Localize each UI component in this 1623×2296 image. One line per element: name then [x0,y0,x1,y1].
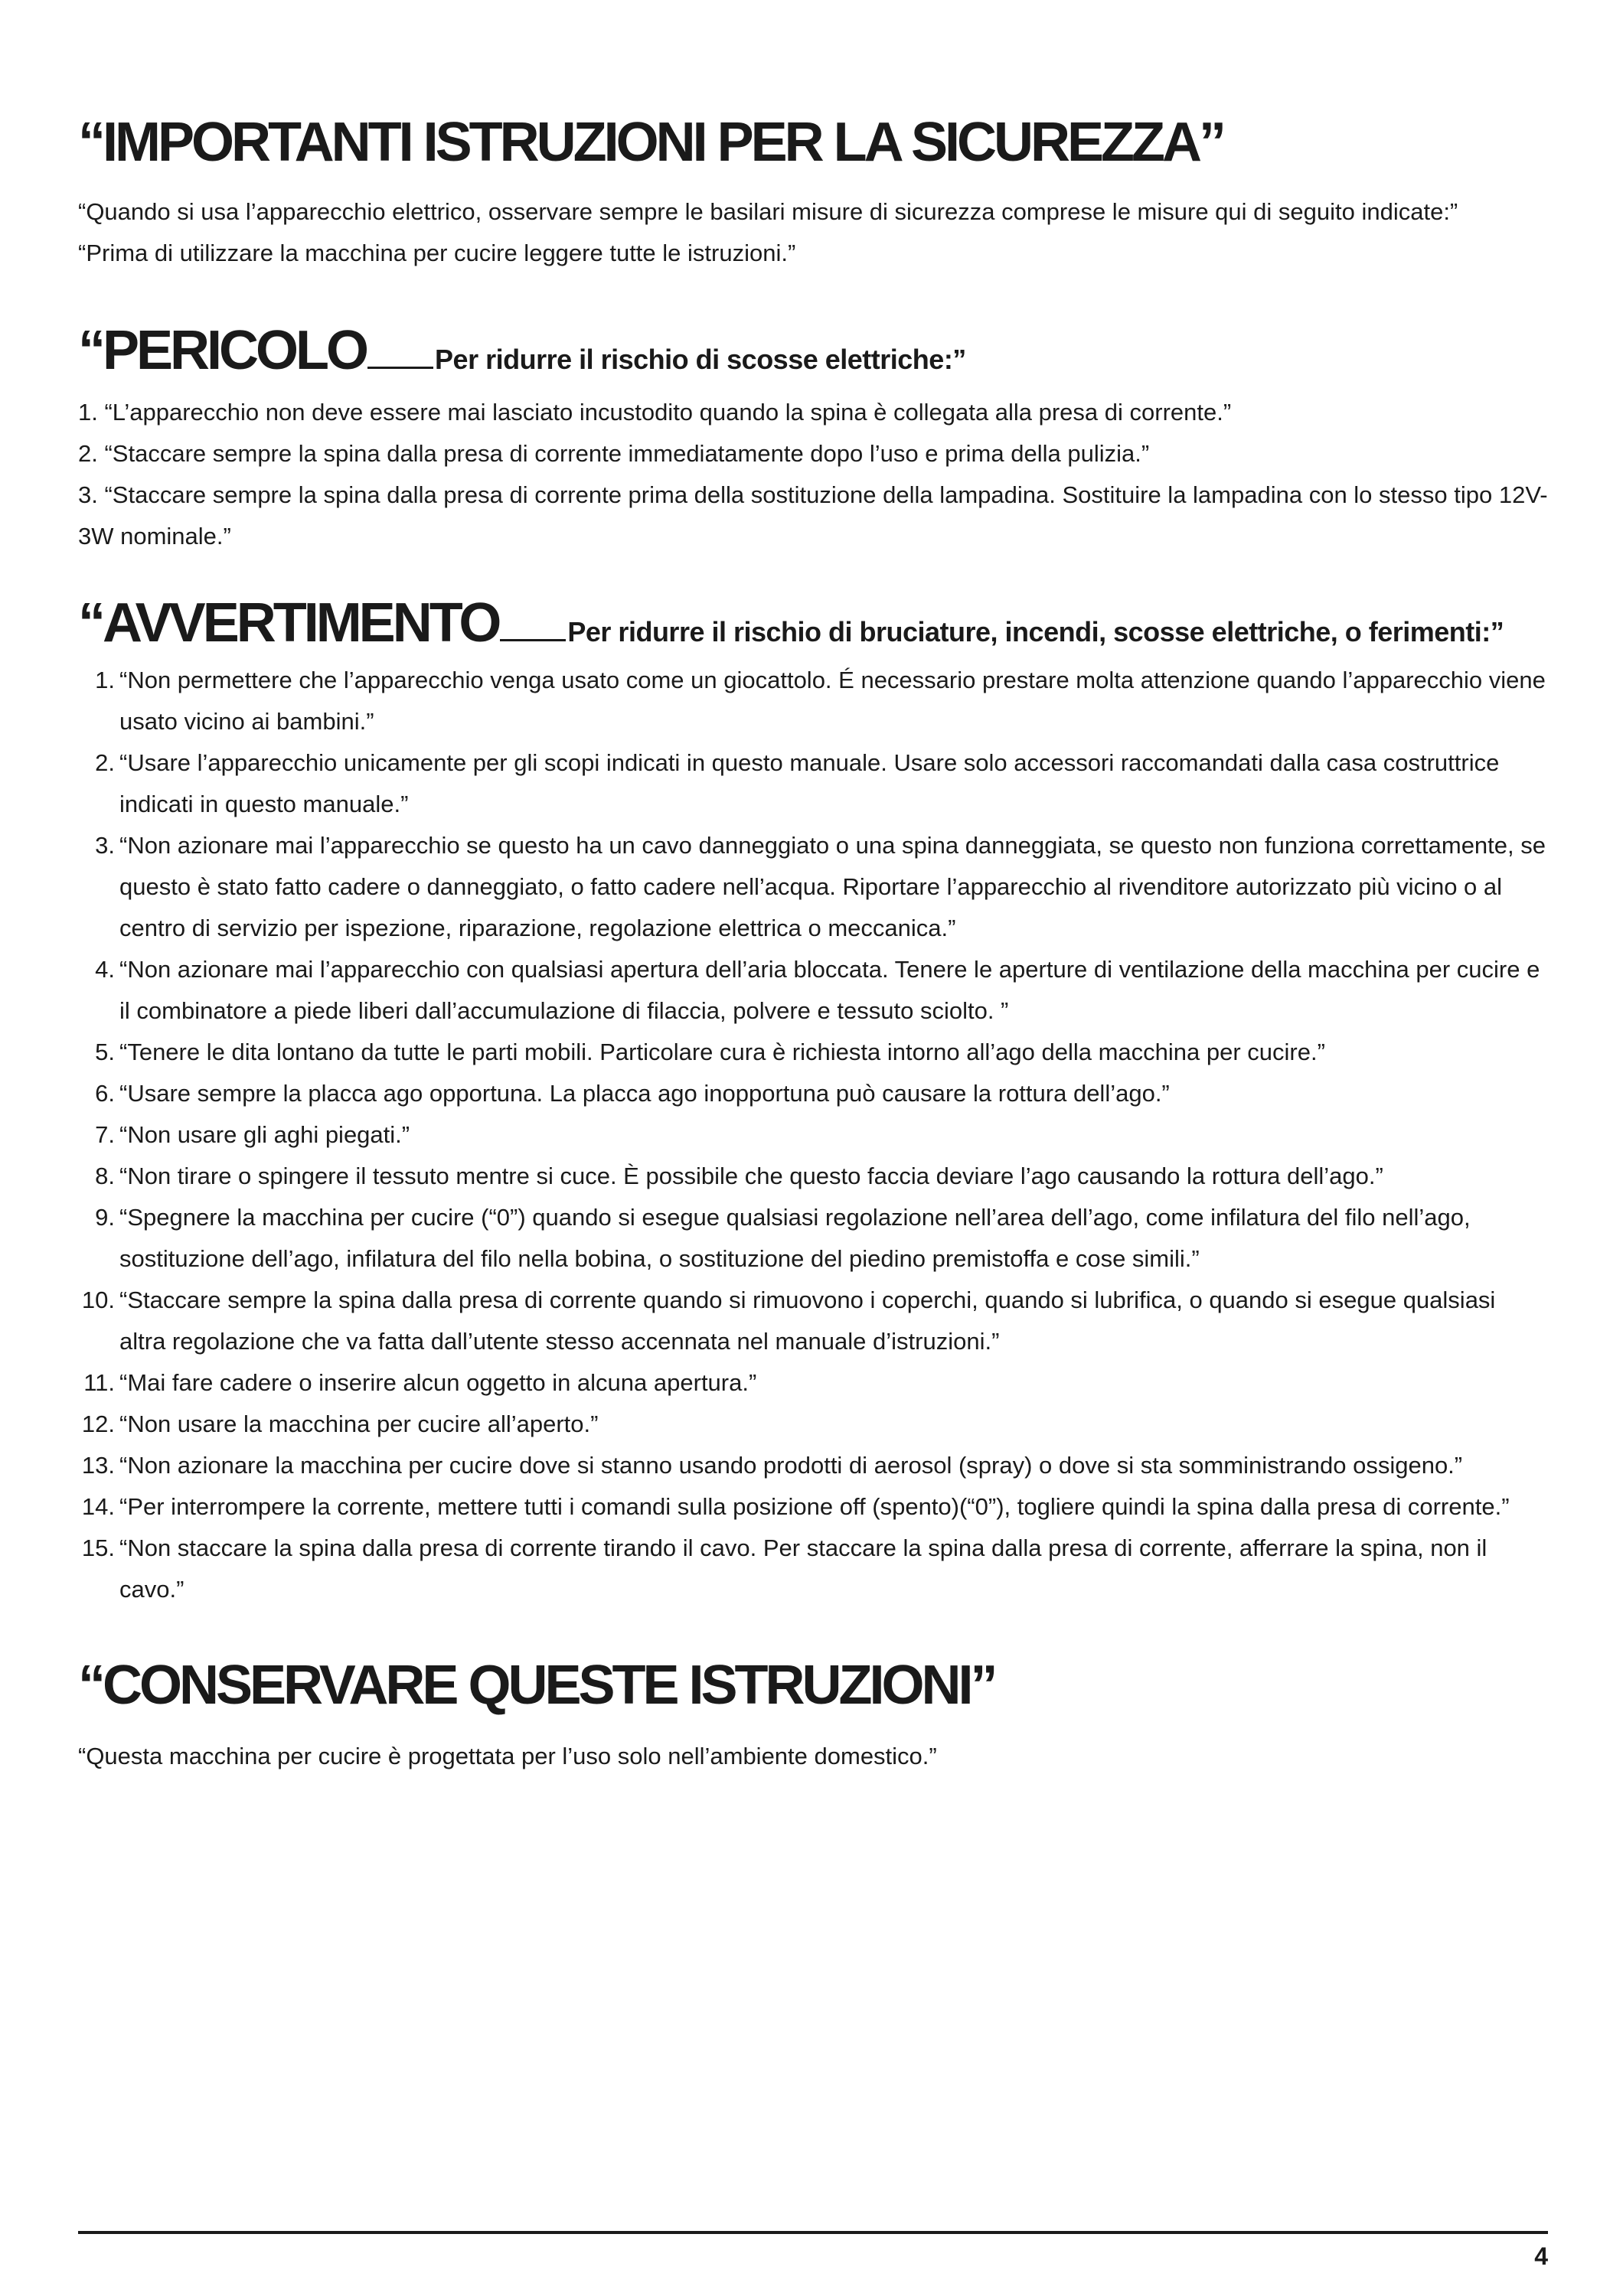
danger-heading [78,320,1548,381]
list-item-number: 2. [95,749,115,776]
list-item-text: “Mai fare cadere o inserire alcun oggetto in alcuna apertura.” [119,1369,757,1396]
list-item-text: “Spegnere la macchina per cucire (“0”) quando si esegue qualsiasi regolazione nell’area dell’ago, come infilatura del filo nell’ago, sostituzione dell’ago, infilatura del filo nella bobina, o sostituzione del piedino premistoffa e cose simili.” [119,1204,1471,1272]
list-item-number: 3. [95,832,115,859]
warning-heading [78,592,1548,654]
list-item-number: 1. [95,667,115,693]
list-item-text: “Staccare sempre la spina dalla presa di corrente quando si rimuovono i coperchi, quando si lubrifica, o quando si esegue qualsiasi altra regolazione che va fatta dall’utente stesso accennata nel manuale d’istruzioni.” [119,1287,1496,1355]
list-item [78,1197,1548,1280]
list-item-text: “Tenere le dita lontano da tutte le parti mobili. Particolare cura è richiesta intorno all’ago della macchina per cucire.” [119,1039,1325,1065]
intro-paragraph-1: “Quando si usa l’apparecchio elettrico, osservare sempre le basilari misure di sicurezza comprese le misure qui di seguito indicate:” [78,198,1458,225]
list-item-number: 9. [95,1204,115,1231]
list-item [78,1156,1548,1197]
list-item-text: “Non usare gli aghi piegati.” [119,1121,410,1148]
danger-subtitle: Per ridurre il rischio di scosse elettriche:” [435,344,966,375]
list-item [78,1362,1548,1404]
list-item [78,825,1548,949]
list-item-number: 13. [81,1452,115,1479]
list-item-number: 2. [78,440,98,467]
list-item-number: 8. [95,1163,115,1189]
list-item [78,742,1548,825]
warning-list [78,660,1548,1610]
list-item-text: “Usare l’apparecchio unicamente per gli scopi indicati in questo manuale. Usare solo accessori raccomandati dalla casa costruttrice indicati in questo manuale.” [119,749,1500,817]
heading-underline [367,367,433,369]
list-item-number: 15. [81,1534,115,1561]
list-item-text: “Non usare la macchina per cucire all’aperto.” [119,1411,599,1437]
list-item-number: 5. [95,1039,115,1065]
footer-divider [78,2231,1548,2234]
list-item-text: “Per interrompere la corrente, mettere tutti i comandi sulla posizione off (spento)(“0”), togliere quindi la spina dalla presa di corrente.” [119,1493,1510,1520]
list-item [78,433,1548,475]
list-item [78,475,1548,557]
safety-title: “IMPORTANTI ISTRUZIONI PER LA SICUREZZA” [78,112,1223,173]
list-item-text: “Usare sempre la placca ago opportuna. La placca ago inopportuna può causare la rottura dell’ago.” [119,1080,1170,1107]
heading-underline [500,639,566,641]
list-item [78,1280,1548,1362]
list-item [78,1486,1548,1528]
list-item-number: 10. [81,1287,115,1313]
page-number: 4 [1534,2242,1548,2270]
list-item-text: “Non permettere che l’apparecchio venga usato come un giocattolo. É necessario prestare molta attenzione quando l’apparecchio viene usato vicino ai bambini.” [119,667,1546,735]
list-item-text: “Non azionare la macchina per cucire dove si stanno usando prodotti di aerosol (spray) o dove si sta somministrando ossigeno.” [119,1452,1463,1479]
list-item-number: 11. [83,1369,115,1396]
list-item-text: “Staccare sempre la spina dalla presa di corrente prima della sostituzione della lampadina. Sostituire la lampadina con lo stesso tipo 12V-3W nominale.” [78,481,1548,550]
intro-paragraph-2: “Prima di utilizzare la macchina per cucire leggere tutte le istruzioni.” [78,240,796,266]
list-item [78,1445,1548,1486]
list-item [78,1114,1548,1156]
list-item-number: 4. [95,956,115,983]
list-item-text: “L’apparecchio non deve essere mai lasciato incustodito quando la spina è collegata alla presa di corrente.” [104,399,1232,426]
keep-instructions-title: “CONSERVARE QUESTE ISTRUZIONI” [78,1655,995,1716]
list-item [78,1528,1548,1610]
list-item-text: “Non tirare o spingere il tessuto mentre si cuce. È possibile che questo faccia deviare l’ago causando la rottura dell’ago.” [119,1163,1383,1189]
domestic-use-note: “Questa macchina per cucire è progettata per l’uso solo nell’ambiente domestico.” [78,1743,937,1769]
list-item-text: “Non azionare mai l’apparecchio con qualsiasi apertura dell’aria bloccata. Tenere le aperture di ventilazione della macchina per cucire e il combinatore a piede liberi dall’accumulazione di filaccia, polvere e tessuto sciolto. ” [119,956,1540,1024]
list-item-number: 6. [95,1080,115,1107]
list-item [78,392,1548,433]
list-item-text: “Staccare sempre la spina dalla presa di corrente immediatamente dopo l’uso e prima della pulizia.” [104,440,1150,467]
warning-title: “AVVERTIMENTO [78,592,499,654]
list-item-text: “Non staccare la spina dalla presa di corrente tirando il cavo. Per staccare la spina dalla presa di corrente, afferrare la spina, non il cavo.” [119,1534,1487,1603]
list-item [78,1404,1548,1445]
list-item-number: 3. [78,481,98,508]
list-item-number: 7. [95,1121,115,1148]
list-item-text: “Non azionare mai l’apparecchio se questo ha un cavo danneggiato o una spina danneggiata, se questo non funziona correttamente, se questo è stato fatto cadere o danneggiato, o fatto cadere nell’acqua. Riportare l’apparecchio al rivenditore autorizzato più vicino o al centro di servizio per ispezione, riparazione, regolazione elettrica o meccanica.” [119,832,1546,941]
document-page [78,112,1548,1777]
danger-list [78,392,1548,557]
list-item [78,660,1548,742]
warning-subtitle: Per ridurre il rischio di bruciature, incendi, scosse elettriche, o ferimenti:” [567,616,1504,647]
list-item-number: 12. [81,1411,115,1437]
list-item-number: 14. [81,1493,115,1520]
safety-intro [78,191,1548,274]
danger-title: “PERICOLO [78,320,367,381]
list-item [78,1032,1548,1073]
list-item [78,949,1548,1032]
list-item-number: 1. [78,399,98,426]
list-item [78,1073,1548,1114]
